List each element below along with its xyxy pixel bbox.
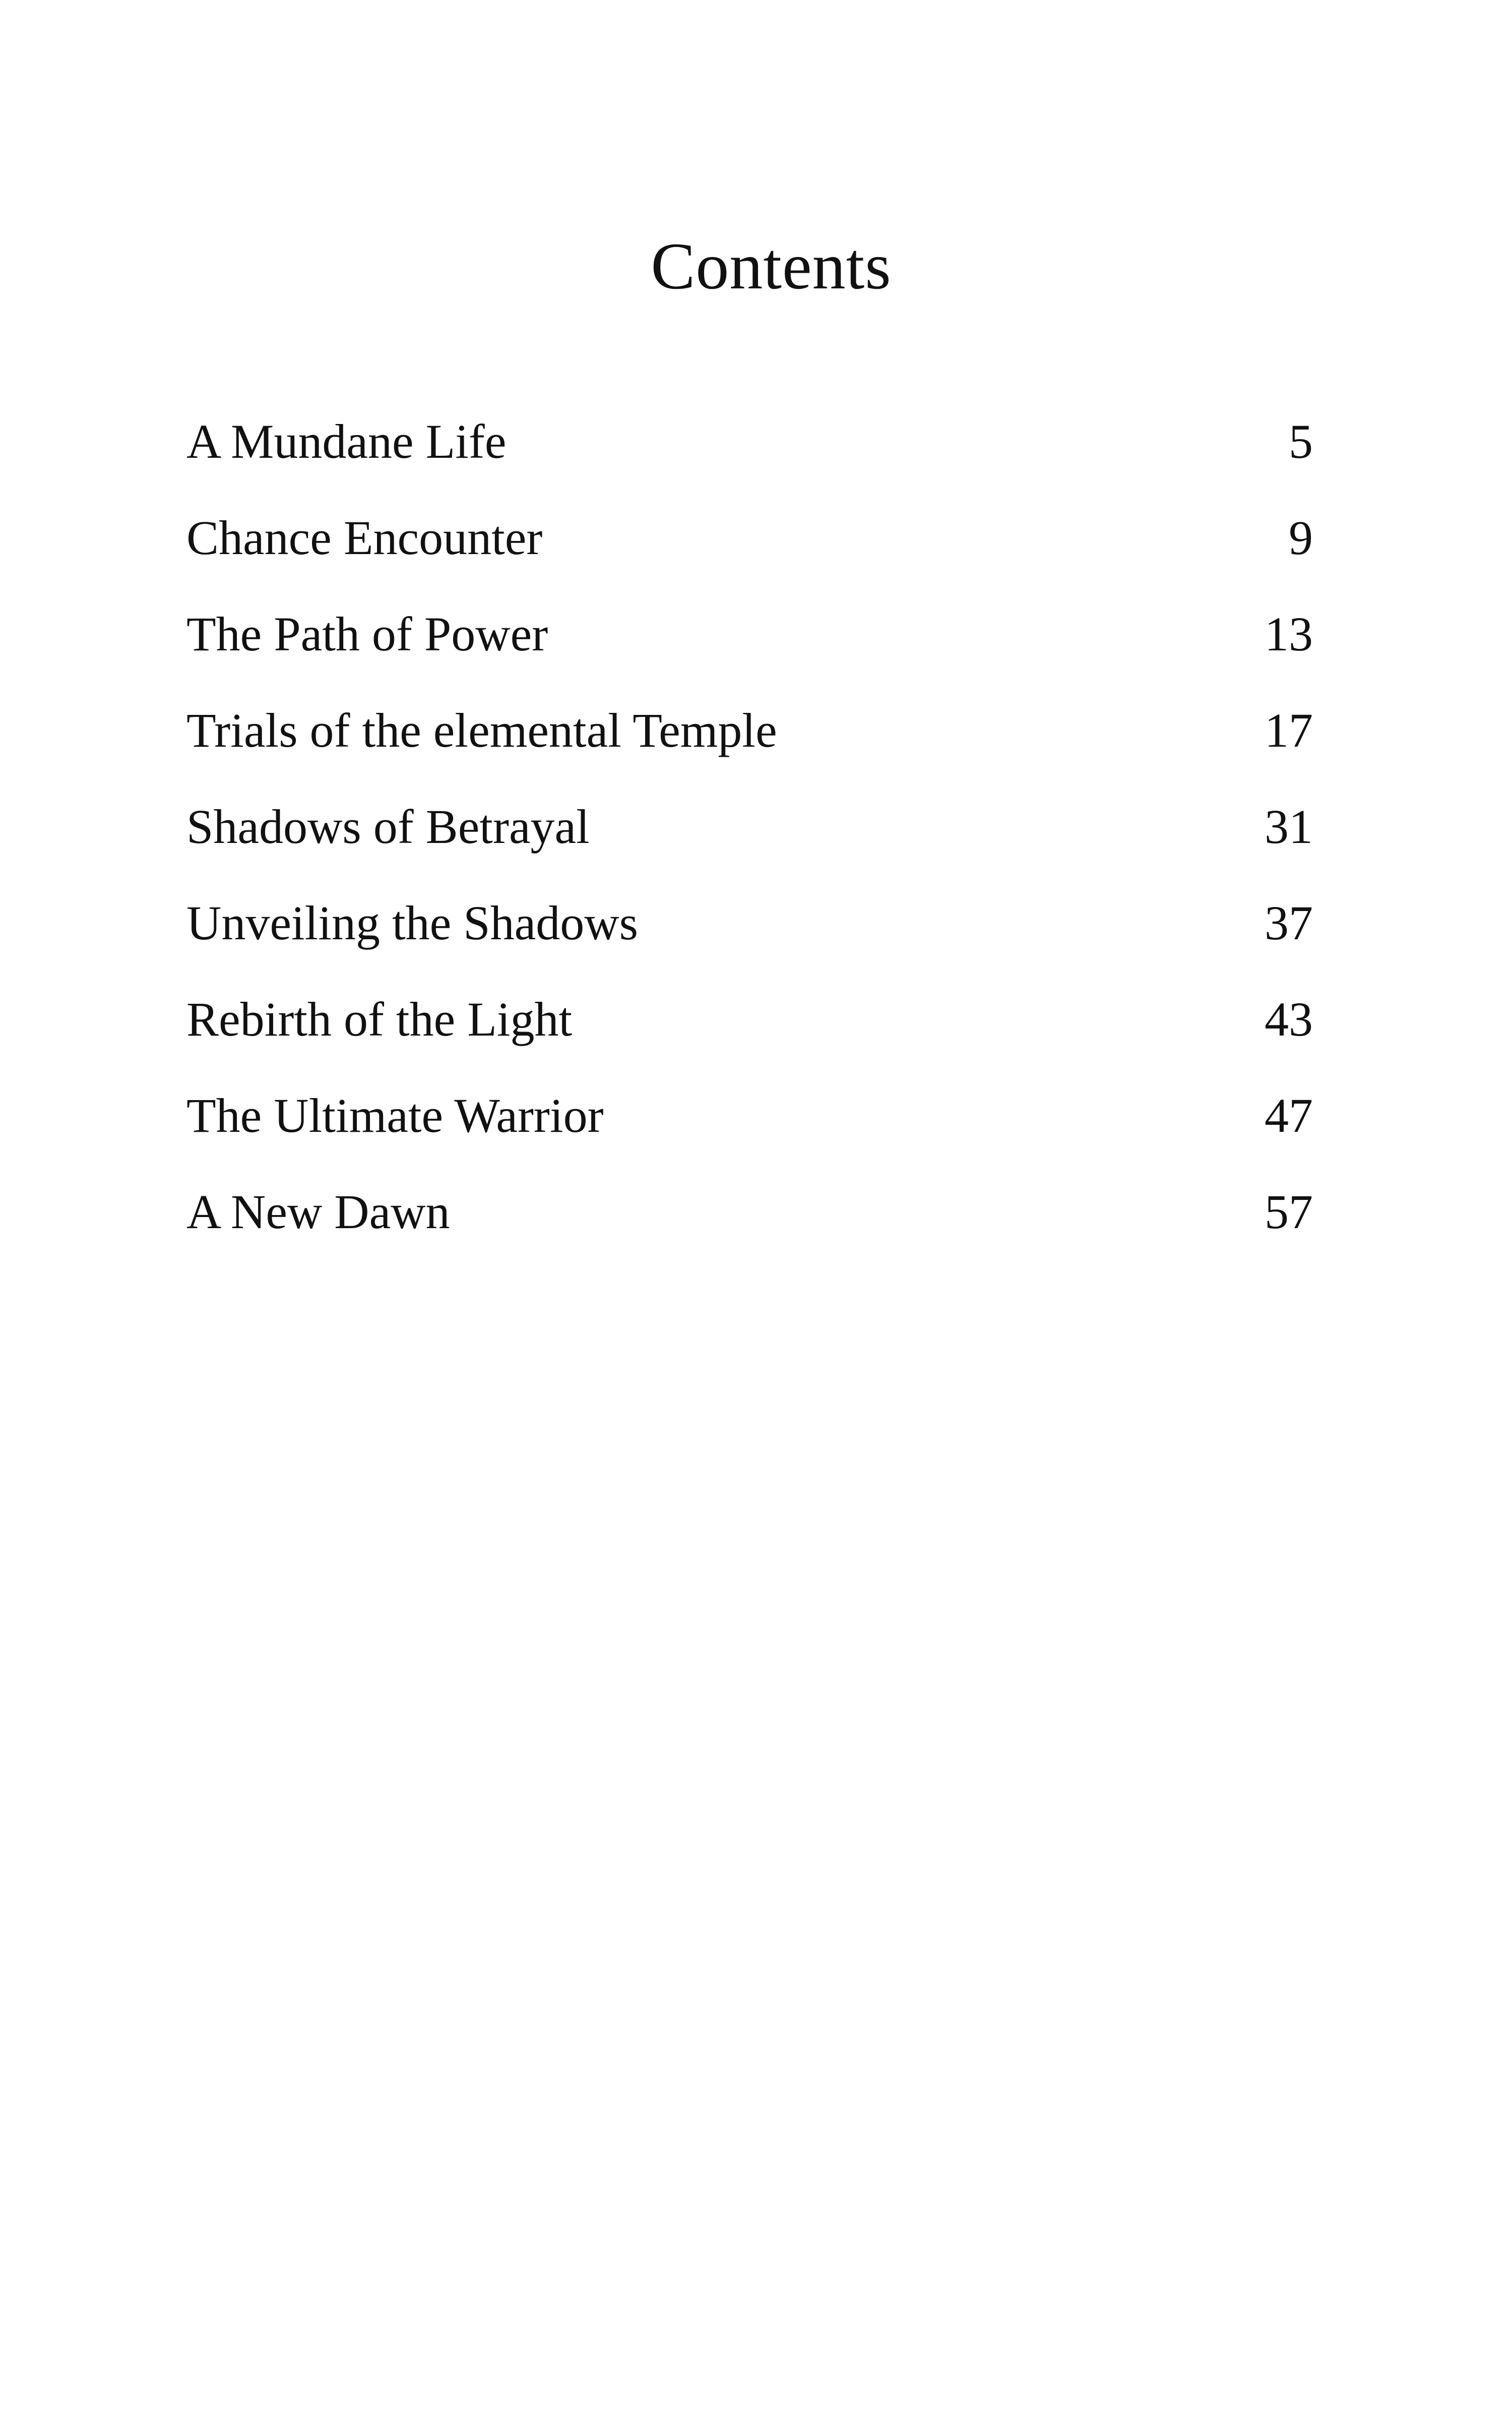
toc-entry <box>186 1067 1313 1164</box>
toc-entry-page-number: 17 <box>1265 703 1313 757</box>
toc-entry-page-number: 5 <box>1289 414 1313 468</box>
toc-entry <box>186 778 1313 875</box>
toc-entry-page-number: 43 <box>1265 992 1313 1046</box>
toc-entry <box>186 490 1313 586</box>
toc-entry <box>186 1164 1313 1260</box>
toc-entry-title: Shadows of Betrayal <box>186 799 590 854</box>
toc-entry-page-number: 47 <box>1265 1088 1313 1142</box>
toc-entry <box>186 586 1313 682</box>
toc-entry-title: Rebirth of the Light <box>186 992 573 1046</box>
toc-entry-title: Unveiling the Shadows <box>186 895 638 950</box>
toc-entry-title: The Ultimate Warrior <box>186 1088 604 1142</box>
toc-entry-page-number: 37 <box>1265 895 1313 950</box>
page-title: Contents <box>651 229 892 304</box>
toc-entry-title: Trials of the elemental Temple <box>186 703 777 757</box>
toc-entry-title: The Path of Power <box>186 607 548 661</box>
table-of-contents <box>186 393 1313 1260</box>
toc-entry-title: A Mundane Life <box>186 414 507 468</box>
toc-entry <box>186 682 1313 778</box>
toc-entry <box>186 875 1313 971</box>
toc-entry <box>186 393 1313 490</box>
toc-entry-page-number: 57 <box>1265 1184 1313 1239</box>
toc-entry-title: Chance Encounter <box>186 510 543 565</box>
toc-entry-page-number: 31 <box>1265 799 1313 854</box>
toc-entry-page-number: 13 <box>1265 607 1313 661</box>
toc-entry <box>186 971 1313 1067</box>
toc-entry-title: A New Dawn <box>186 1184 450 1239</box>
toc-entry-page-number: 9 <box>1289 510 1313 565</box>
